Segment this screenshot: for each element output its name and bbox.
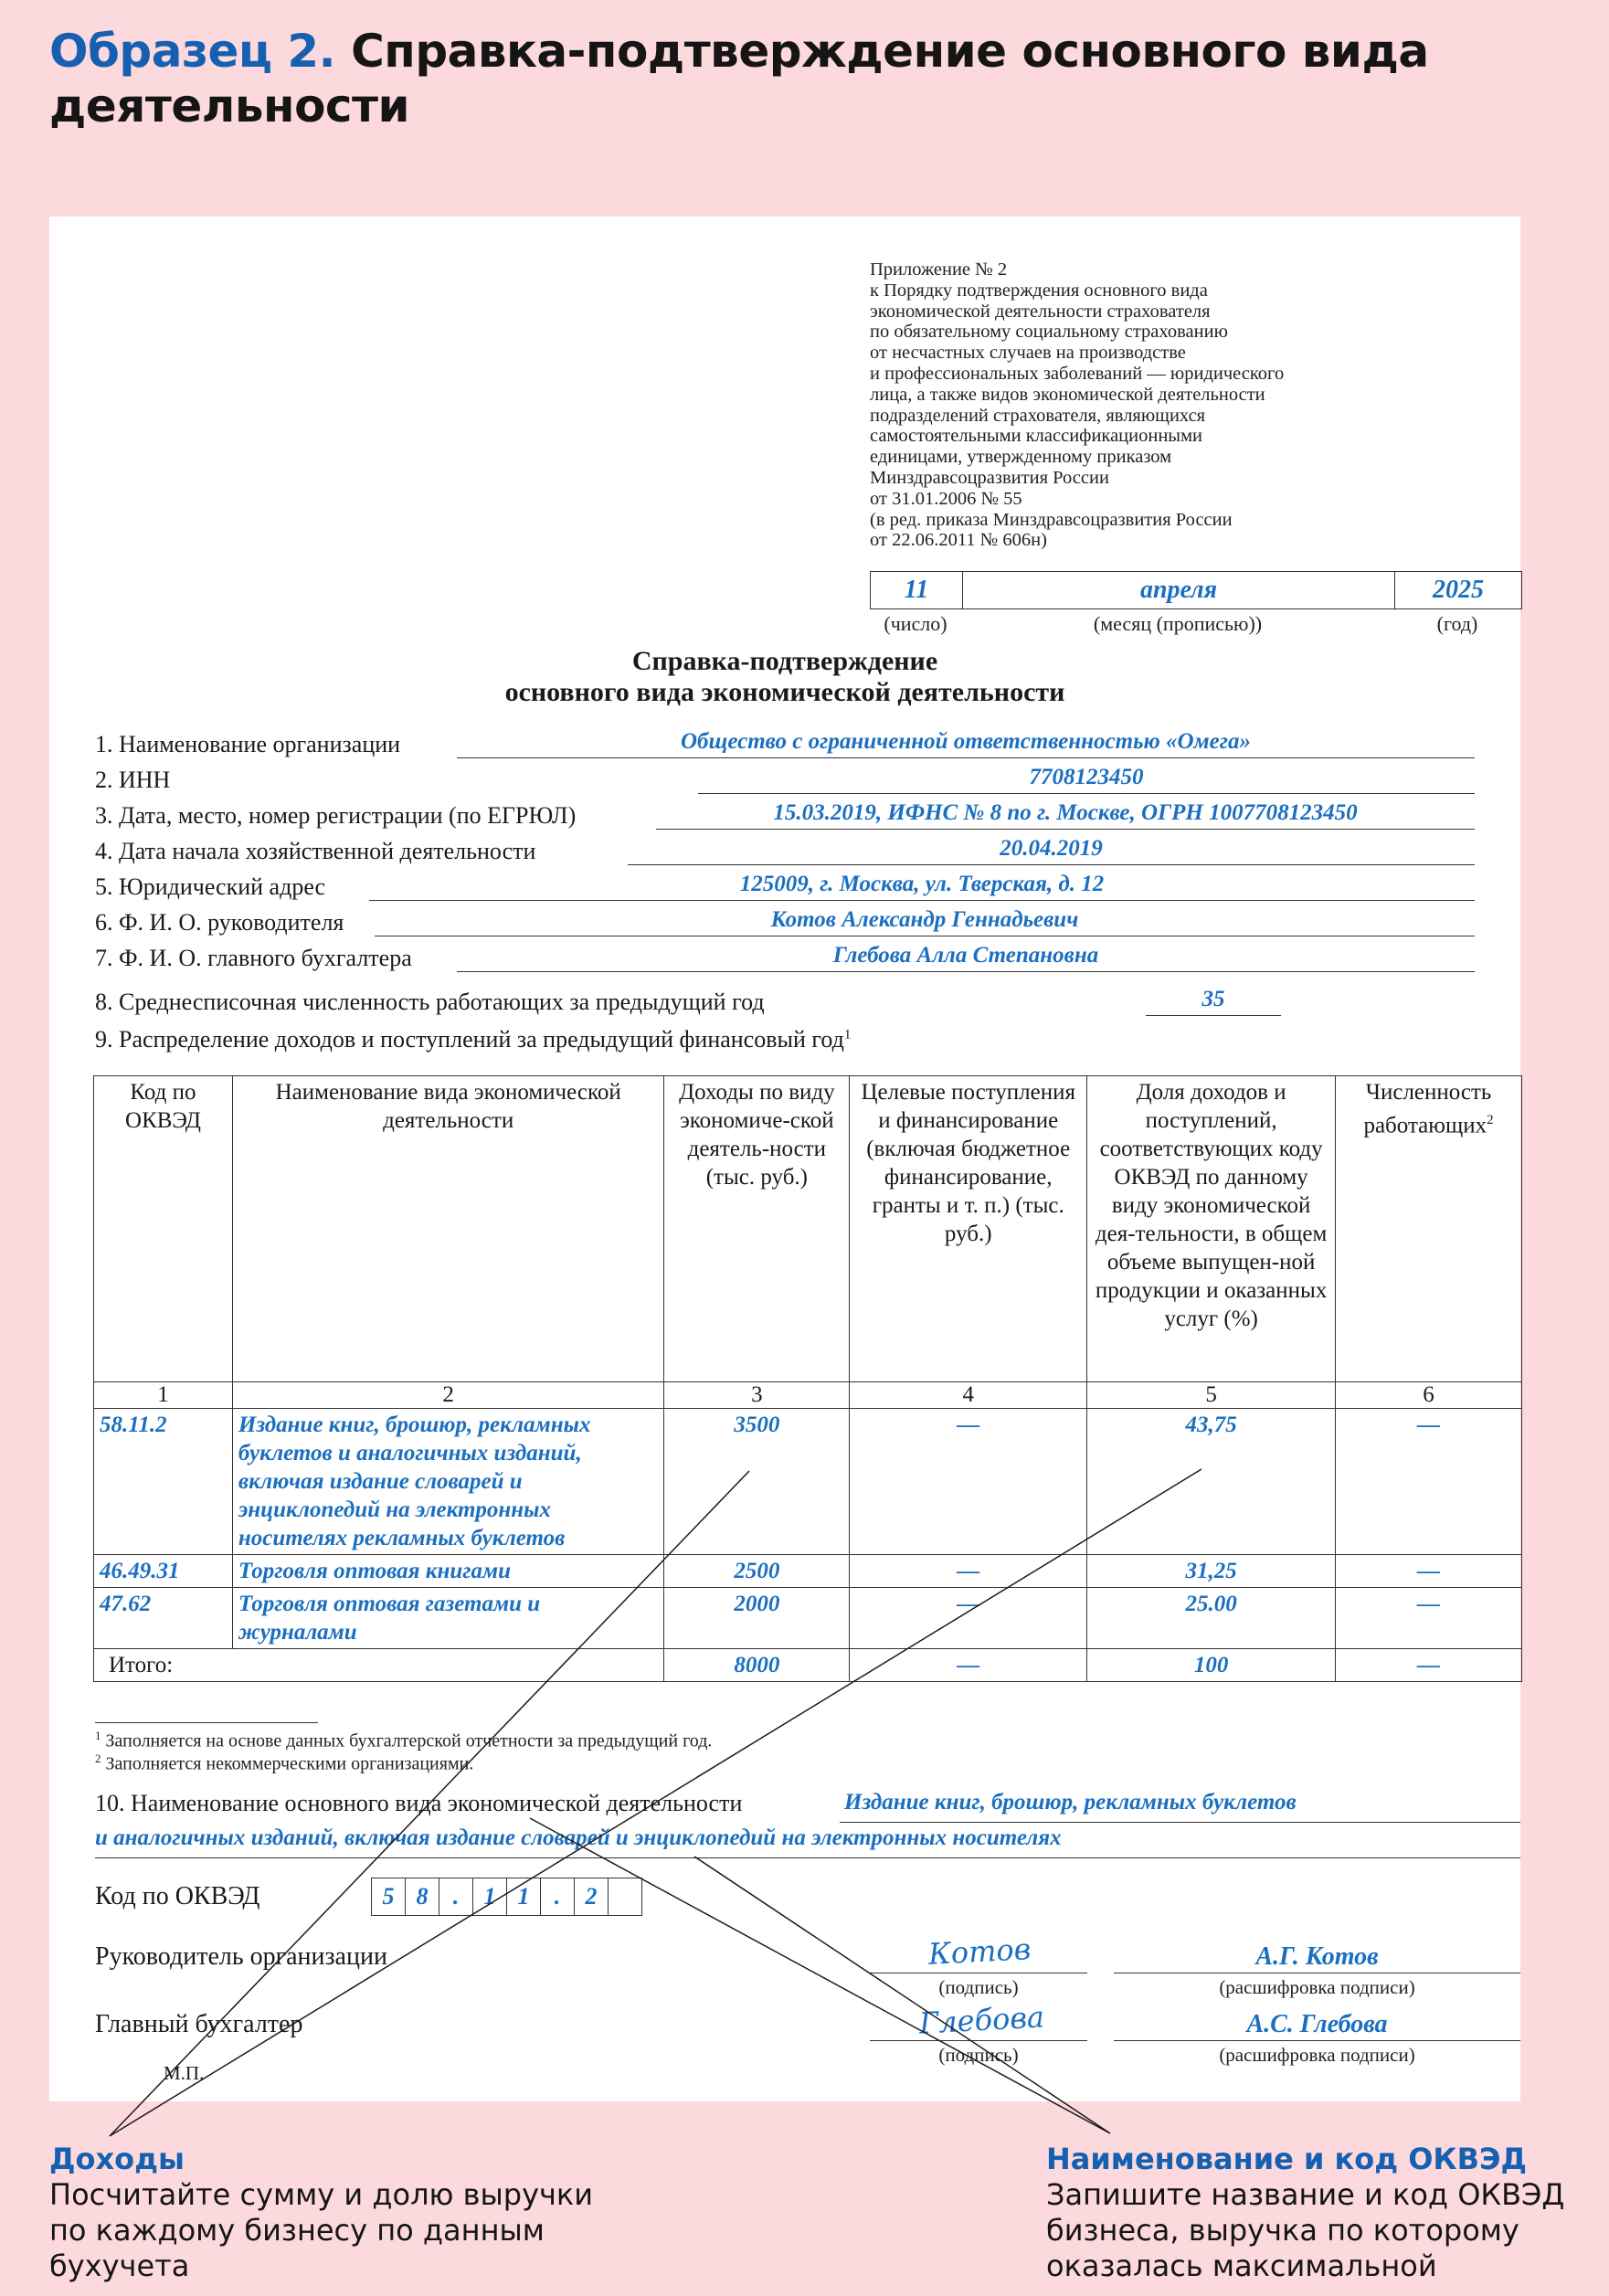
note-okved-title: Наименование и код ОКВЭД [1046,2142,1527,2176]
cell-share: 43,75 [1087,1409,1336,1555]
field-value: 125009, г. Москва, ул. Тверская, д. 12 [739,872,1105,896]
appendix-line: подразделений страхователя, являющихся [870,405,1206,426]
note-income-title: Доходы [49,2142,185,2176]
header-okved-code: Код по ОКВЭД [94,1076,233,1382]
column-number: 2 [232,1382,664,1409]
footnote-1 [95,1729,712,1752]
document-title-line: Справка-подтверждение [631,646,938,676]
cell-total-label: Итого: [94,1649,664,1682]
director-name-caption: (расшифровка подписи) [1219,1976,1415,1998]
field-value: 15.03.2019, ИФНС № 8 по г. Москве, ОГРН 1007708123450 [773,800,1358,825]
cell-target: — [850,1588,1087,1649]
date-month: апреля [962,571,1395,609]
note-line: оказалась максимальной [1046,2248,1437,2283]
okved-char: . [540,1878,575,1916]
field-label: 5. Юридический адрес [95,873,326,900]
okved-char [608,1878,642,1916]
cell-activity: Торговля оптовая газетами и журналами [232,1588,664,1649]
accountant-sign-caption: (подпись) [938,2044,1019,2066]
field-label: 1. Наименование организации [95,731,401,757]
field-label: 4. Дата начала хозяйственной деятельности [95,838,536,864]
cell-total-share: 100 [1087,1649,1336,1682]
document-title [49,646,1520,708]
accountant-name-line [1114,2040,1520,2041]
cell-share: 25.00 [1087,1588,1336,1649]
date-day-caption: (число) [884,612,947,635]
director-signature: Котов [927,1931,1032,1972]
header-staff-text: Численность работающих [1363,1080,1492,1138]
cell-activity: Издание книг, брошюр, рекламных буклетов и аналогичных изданий, включая издание словарей и энциклопедий на электронных носителях рекламных буклетов [232,1409,664,1555]
cell-staff: — [1336,1409,1522,1555]
director-label: Руководитель организации [95,1942,387,1971]
header-income: Доходы по виду экономиче-ской деятель-ности (тыс. руб.) [664,1076,850,1382]
okved-char: . [439,1878,473,1916]
heading-title: Справка-подтверждение основного вида деятельности [49,25,1429,132]
footnote-text: Заполняется на основе данных бухгалтерской отчетности за предыдущий год. [101,1730,713,1751]
cell-income: 2500 [664,1555,850,1588]
appendix-note [870,259,1436,551]
field-chief-accountant [95,939,1475,976]
appendix-line: от несчастных случаев на производстве [870,343,1186,364]
accountant-signature: Глебова [918,1999,1045,2041]
note-line: Запишите название и код ОКВЭД [1046,2177,1565,2212]
okved-char: 2 [574,1878,609,1916]
date-year-caption: (год) [1436,612,1478,635]
date-day: 11 [870,571,963,609]
appendix-line: единицами, утвержденному приказом [870,447,1172,468]
cell-total-income: 8000 [664,1649,850,1682]
date-year: 2025 [1394,571,1522,609]
main-activity-line [840,1822,1520,1823]
note-okved-text [1046,2177,1564,2284]
note-line: Посчитайте сумму и долю выручки [49,2177,594,2212]
appendix-line: экономической деятельности страхователя [870,301,1211,322]
heading-accent: Образец 2. [49,25,336,78]
accountant-name-caption: (расшифровка подписи) [1219,2044,1415,2066]
header-share: Доля доходов и поступлений, соответствующих коду ОКВЭД по данному виду экономической дея-тельности, в общем объеме выпущен-ной продукции и оказанных услуг (%) [1087,1076,1336,1382]
cell-total-staff: — [1336,1649,1522,1682]
column-number: 5 [1087,1382,1336,1409]
footnote-mark: 1 [95,1729,101,1742]
note-line: бухучета [49,2248,190,2283]
field-value: 7708123450 [1029,765,1144,789]
accountant-label: Главный бухгалтер [95,2010,303,2038]
appendix-line: и профессиональных заболеваний — юридического [870,363,1285,384]
cell-code: 58.11.2 [94,1409,233,1555]
field-label: 3. Дата, место, номер регистрации (по ЕГРЮЛ) [95,802,577,829]
column-number-row [94,1382,1522,1409]
okved-char: 1 [472,1878,507,1916]
column-number: 4 [850,1382,1087,1409]
field-value: Котов Александр Геннадьевич [770,907,1079,932]
cell-code: 46.49.31 [94,1555,233,1588]
field-start-date [95,832,1475,869]
appendix-line: Минздравсоцразвития России [870,467,1109,488]
field-label: 8. Среднесписочная численность работающих за предыдущий год [95,989,765,1015]
date-month-caption: (месяц (прописью)) [1093,612,1263,635]
field-label: 6. Ф. И. О. руководителя [95,909,344,936]
stamp-placeholder: М.П. [164,2062,205,2084]
field-value: Глебова Алла Степановна [832,943,1099,968]
column-number: 1 [94,1382,233,1409]
table-row [94,1588,1522,1649]
certificate-form [49,217,1520,2101]
appendix-line: к Порядку подтверждения основного вида [870,280,1208,301]
appendix-line: от 31.01.2006 № 55 [870,488,1022,509]
cell-target: — [850,1555,1087,1588]
table-row [94,1555,1522,1588]
field-registration [95,797,1475,833]
cell-staff: — [1336,1588,1522,1649]
appendix-line: (в ред. приказа Минздравсоцразвития России [870,509,1233,530]
main-activity-label: 10. Наименование основного вида экономической деятельности [95,1790,743,1816]
okved-char: 8 [405,1878,439,1916]
field-value: 35 [1201,987,1225,1011]
main-activity-value-1: Издание книг, брошюр, рекламных буклетов [844,1790,1297,1815]
header-staff [1336,1076,1522,1382]
field-value: 20.04.2019 [1000,836,1103,861]
accountant-sign-line [870,2040,1087,2041]
field-value: Общество с ограниченной ответственностью «Омега» [681,729,1251,754]
table-row [94,1409,1522,1555]
field-director [95,904,1475,940]
appendix-line: по обязательному социальному страхованию [870,322,1228,343]
note-line: бизнеса, выручка по которому [1046,2213,1519,2248]
footnote-text: Заполняется некоммерческими организациями. [101,1753,474,1774]
footnote-2 [95,1751,473,1775]
field-legal-address [95,868,1475,905]
cell-share: 31,25 [1087,1555,1336,1588]
director-sign-caption: (подпись) [938,1976,1019,1998]
note-line: по каждому бизнесу по данным [49,2213,545,2248]
cell-activity: Торговля оптовая книгами [232,1555,664,1588]
cell-code: 47.62 [94,1588,233,1649]
main-activity-value-2: и аналогичных изданий, включая издание словарей и энциклопедий на электронных носителях [95,1825,1062,1850]
field-label: 7. Ф. И. О. главного бухгалтера [95,945,412,971]
okved-char: 1 [506,1878,541,1916]
appendix-line: лица, а также видов экономической деятельности [870,384,1265,405]
page-heading [49,24,1566,133]
field-label: 2. ИНН [95,767,171,793]
column-number: 3 [664,1382,850,1409]
column-number: 6 [1336,1382,1522,1409]
director-name: А.Г. Котов [1255,1942,1379,1971]
footnote-mark: 2 [95,1751,101,1765]
field-employees [95,983,1292,1020]
footnote-ref: 2 [1487,1113,1494,1127]
field-inn [95,761,1475,798]
cell-income: 2000 [664,1588,850,1649]
cell-total-target: — [850,1649,1087,1682]
table-total-row [94,1649,1522,1682]
distribution-label [95,1026,851,1053]
main-activity-line-2 [95,1857,1520,1858]
header-target-funding: Целевые поступления и финансирование (включая бюджетное финансирование, гранты и т. п.) (тыс. руб.) [850,1076,1087,1382]
table-header-row [94,1076,1522,1382]
note-income-text [49,2177,593,2284]
field-organization-name [95,725,1475,762]
footnote-ref: 1 [843,1027,852,1042]
income-distribution-table [93,1075,1522,1682]
header-activity-name: Наименование вида экономической деятельности [232,1076,664,1382]
cell-target: — [850,1409,1087,1555]
distribution-label-text: 9. Распределение доходов и поступлений за предыдущий финансовый год [95,1026,844,1053]
appendix-line: самостоятельными классификационными [870,426,1203,447]
appendix-line: Приложение № 2 [870,259,1008,280]
document-title-line: основного вида экономической деятельности [504,677,1065,707]
footnote-divider [95,1722,318,1723]
cell-income: 3500 [664,1409,850,1555]
okved-char: 5 [371,1878,406,1916]
cell-staff: — [1336,1555,1522,1588]
accountant-name: А.С. Глебова [1246,2010,1388,2038]
okved-code-label: Код по ОКВЭД [95,1882,260,1910]
appendix-line: от 22.06.2011 № 606н) [870,530,1047,551]
